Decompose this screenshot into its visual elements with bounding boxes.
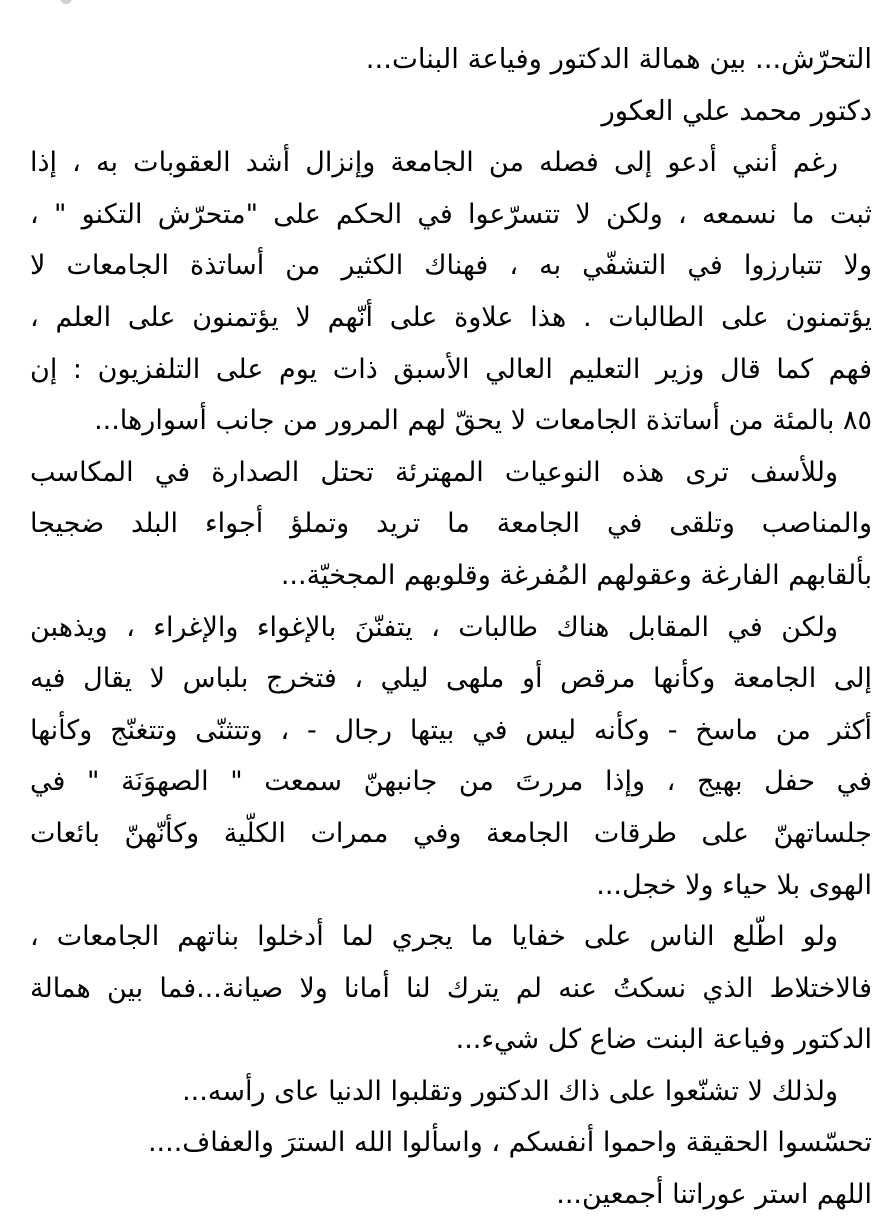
paragraph-line: يؤتمنون على الطالبات . هذا علاوة على أنّهم لا يؤتمنون على العلم ، xyxy=(30,301,872,333)
paragraph-line: رغم أنني أدعو إلى فصله من الجامعة وإنزال أشد العقوبات به ، إذا xyxy=(30,147,838,179)
paragraph-line: أكثر من ماسخ - وكأنه ليس في بيتها رجال - ، وتتثنّى وتتغنّج وكأنها xyxy=(30,714,872,746)
paragraph-line: جلساتهنّ على طرقات الجامعة وفي ممرات الكلّية وكأنّهنّ بائعات xyxy=(30,817,872,849)
paragraph-line: وللأسف ترى هذه النوعيات المهترئة تحتل الصدارة في المكاسب xyxy=(30,456,838,488)
paragraph-line: ثبت ما نسمعه ، ولكن لا تتسرّعوا في الحكم على "متحرّش التكنو " ، xyxy=(30,198,872,230)
paragraph-line: ولكن في المقابل هناك طالبات ، يتفنّنَ بالإغواء والإغراء ، ويذهبن xyxy=(30,611,838,643)
paragraph-line: ولا تتبارزوا في التشفّي به ، فهناك الكثير من أساتذة الجامعات لا xyxy=(30,250,872,282)
article-body xyxy=(30,34,872,1221)
paragraph-line: ولذلك لا تشنّعوا على ذاك الدكتور وتقلبوا الدنيا عاى رأسه... xyxy=(182,1075,838,1107)
paragraph-line: تحسّسوا الحقيقة واحموا أنفسكم ، واسألوا الله السترَ والعفاف.... xyxy=(147,1127,872,1159)
paragraph-line: إلى الجامعة وكأنها مرقص أو ملهى ليلي ، فتخرج بلباس لا يقال فيه xyxy=(30,663,872,695)
top-edge-fragment xyxy=(0,0,890,10)
paragraph-line: فالاختلاط الذي نسكتُ عنه لم يترك لنا أمانا ولا صيانة...فما بين همالة xyxy=(30,972,872,1004)
paragraph-line: بألقابهم الفارغة وعقولهم المُفرغة وقلوبهم المجخيّة... xyxy=(280,559,872,591)
paragraph-line: الدكتور وفياعة البنت ضاع كل شيء... xyxy=(455,1024,872,1056)
article-title: التحرّش... بين همالة الدكتور وفياعة البنات... xyxy=(365,43,872,75)
article-author: دكتور محمد علي العكور xyxy=(601,94,872,127)
paragraph-line: في حفل بهيج ، وإذا مررتَ من جانبهنّ سمعت " الصهوَنَة " في xyxy=(30,766,872,798)
cut-off-mark xyxy=(60,0,72,4)
paragraph-line: والمناصب وتلقى في الجامعة ما تريد وتملؤ أجواء البلد ضجيجا xyxy=(30,508,872,540)
paragraph-line: فهم كما قال وزير التعليم العالي الأسبق ذات يوم على التلفزيون : إن xyxy=(30,353,872,385)
paragraph-line: الهوى بلا حياء ولا خجل... xyxy=(596,869,872,901)
paragraph-line: ولو اطّلع الناس على خفايا ما يجري لما أدخلوا بناتهم الجامعات ، xyxy=(30,921,838,953)
paragraph-line: ٨٥ بالمئة من أساتذة الجامعات لا يحقّ لهم المرور من جانب أسوارها... xyxy=(94,405,872,437)
paragraph-line: اللهم استر عوراتنا أجمعين... xyxy=(556,1179,872,1211)
